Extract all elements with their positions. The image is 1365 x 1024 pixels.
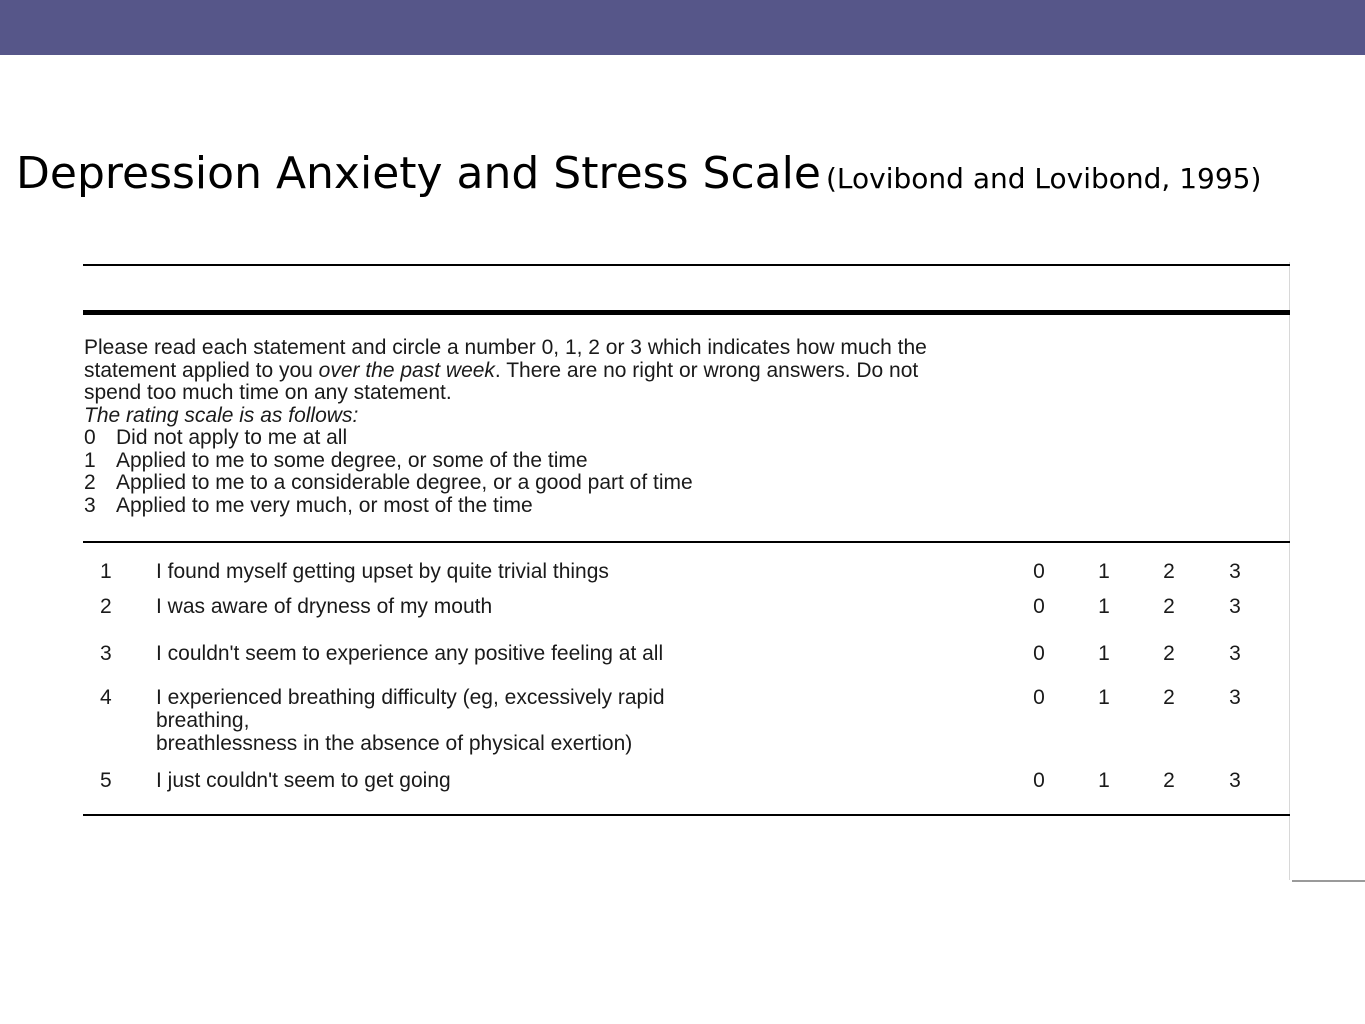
item-number: 5 [100,769,112,792]
scale-option [84,450,1284,473]
scale-value: 0 [84,426,96,449]
item-statement-line: I experienced breathing difficulty (eg, excessively rapid [156,686,665,709]
rating-option-3[interactable]: 3 [1229,642,1241,665]
item-number: 1 [100,560,112,583]
item-statement: I was aware of dryness of my mouth [156,595,493,618]
rating-option-3[interactable]: 3 [1229,686,1241,709]
rating-option-3[interactable]: 3 [1229,560,1241,583]
instructions-emphasis: over the past week [318,358,495,382]
rating-option-2[interactable]: 2 [1163,642,1175,665]
scale-option [84,472,1284,495]
scale-value: 2 [84,471,96,494]
slide-title [16,148,1261,199]
scale-label: Did not apply to me at all [116,426,348,449]
rating-option-0[interactable]: 0 [1033,769,1045,792]
item-number: 2 [100,595,112,618]
header-thick-rule [83,310,1290,315]
rating-option-3[interactable]: 3 [1229,769,1241,792]
scale-option [84,495,1284,518]
item-statement-line: breathing, [156,709,250,732]
scale-label: Applied to me to a considerable degree, or a good part of time [116,471,693,494]
title-main: Depression Anxiety and Stress Scale [16,148,821,199]
instructions-line: Please read each statement and circle a number 0, 1, 2 or 3 which indicates how much the [84,336,927,359]
scale-heading: The rating scale is as follows: [84,403,359,427]
rating-option-0[interactable]: 0 [1033,686,1045,709]
rating-option-2[interactable]: 2 [1163,769,1175,792]
instructions-text: statement applied to you [84,358,319,382]
header-bar [0,0,1365,55]
rating-option-3[interactable]: 3 [1229,595,1241,618]
top-rule [83,264,1290,266]
instructions-divider [83,541,1290,543]
instructions-line [84,360,1284,383]
item-statement [156,686,896,755]
panel-shadow [1292,880,1365,882]
rating-option-1[interactable]: 1 [1098,769,1110,792]
rating-option-0[interactable]: 0 [1033,642,1045,665]
rating-option-2[interactable]: 2 [1163,686,1175,709]
rating-option-0[interactable]: 0 [1033,595,1045,618]
rating-option-1[interactable]: 1 [1098,686,1110,709]
bottom-rule [83,814,1290,816]
rating-option-2[interactable]: 2 [1163,595,1175,618]
item-number: 3 [100,642,112,665]
rating-option-1[interactable]: 1 [1098,560,1110,583]
item-statement: I found myself getting upset by quite trivial things [156,560,609,583]
instructions-line: spend too much time on any statement. [84,381,452,404]
scale-label: Applied to me to some degree, or some of the time [116,448,588,472]
rating-option-1[interactable]: 1 [1098,595,1110,618]
title-citation: (Lovibond and Lovibond, 1995) [825,162,1262,195]
scale-value: 3 [84,493,96,517]
scale-value: 1 [84,448,96,472]
instructions-block [84,337,1284,517]
item-statement: I just couldn't seem to get going [156,769,451,792]
item-statement-line: breathlessness in the absence of physical exertion) [156,732,633,755]
rating-option-2[interactable]: 2 [1163,560,1175,583]
scale-option [84,427,1284,450]
panel-right-edge [1289,262,1290,880]
item-number: 4 [100,686,112,709]
item-statement: I couldn't seem to experience any positive feeling at all [156,642,664,665]
rating-option-1[interactable]: 1 [1098,642,1110,665]
rating-option-0[interactable]: 0 [1033,560,1045,583]
instructions-text: . There are no right or wrong answers. Do not [494,358,919,382]
scale-label: Applied to me very much, or most of the time [116,493,533,517]
